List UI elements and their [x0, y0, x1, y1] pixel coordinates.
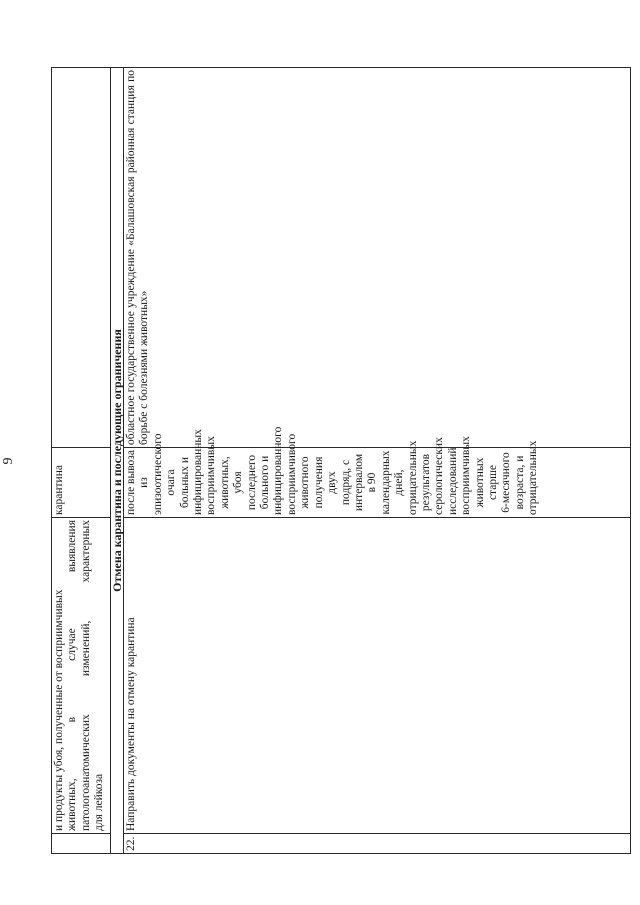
term-line: дней,: [393, 469, 406, 496]
action-cell: [52, 518, 111, 834]
term-cell: [124, 426, 631, 518]
action-line: и продукты убоя, полученные от восприимчивых: [53, 589, 65, 831]
term-line: инфицированных: [192, 429, 205, 515]
term-line: животных, убоя: [218, 456, 245, 509]
term-cell: карантина: [52, 448, 111, 518]
term-line: восприимчивого: [285, 433, 298, 515]
section-header: Отмена карантина и последующие ограничения: [111, 68, 124, 854]
term-line: возраста, и: [513, 455, 526, 510]
term-line: животных старше: [473, 457, 499, 508]
page-number: 9: [1, 457, 16, 465]
term-line: очага больных и: [165, 456, 191, 509]
term-line: получения двух: [312, 456, 339, 509]
responsible-cell: [52, 68, 111, 448]
measures-table: [51, 67, 631, 854]
term-line: исследований: [446, 447, 459, 515]
term-line: последнего: [245, 454, 258, 511]
row-number-cell: 22.: [124, 834, 631, 854]
table-row: [52, 68, 111, 854]
table-row: [124, 68, 631, 854]
responsible-cell: областное государственное учреждение «Балашовская районная станция по борьбе с болезнями животных»: [124, 68, 631, 448]
row-number-cell: [52, 834, 111, 854]
term-line: подряд, с: [339, 459, 352, 506]
term-line: больного и: [259, 455, 272, 510]
section-header-row: [111, 68, 124, 854]
term-line: интервалом в 90: [352, 453, 379, 512]
term-line: животного: [299, 456, 312, 509]
term-line: эпизоотического: [151, 433, 164, 515]
term-line: результатов: [419, 453, 432, 512]
term-line: после вывоза из: [125, 450, 151, 515]
term-line: отрицательных: [406, 440, 419, 515]
term-line: календарных: [379, 450, 392, 515]
rotated-page: [1, 68, 631, 854]
action-line: патологоанатомических изменений, характерных: [79, 520, 92, 831]
action-line: для лейкоза: [93, 773, 106, 831]
term-line: инфицированного: [272, 426, 285, 515]
term-line: серологических: [433, 437, 446, 515]
term-line: 6-месячного: [500, 452, 513, 513]
term-line: восприимчивых: [205, 436, 218, 515]
term-line: отрицательных: [527, 440, 540, 515]
action-line: животных, в случае выявления: [66, 520, 79, 831]
term-line: восприимчивых: [460, 436, 473, 515]
action-cell: Направить документы на отмену карантина: [124, 518, 631, 834]
